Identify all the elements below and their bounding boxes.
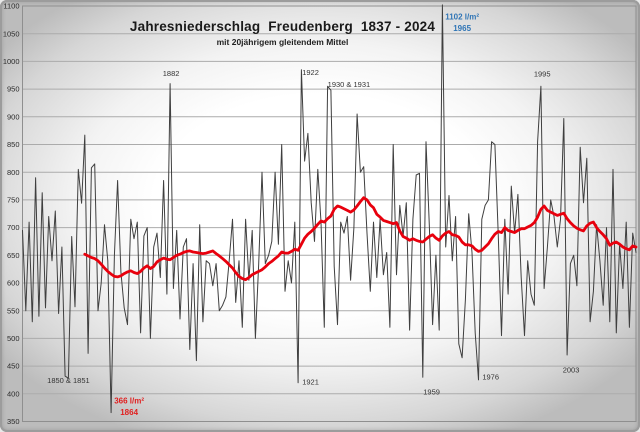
y-axis-tick-label: 850 <box>6 140 20 150</box>
annotation-label: 2003 <box>562 365 580 375</box>
y-axis-tick-label: 900 <box>6 112 20 122</box>
annotation-label: 1921 <box>302 377 319 387</box>
annotation-label: 1976 <box>482 372 500 382</box>
y-axis-tick-label: 400 <box>6 389 20 399</box>
annotation-label: 366 l/m² 1864 <box>114 396 145 417</box>
y-axis-tick-label: 450 <box>6 361 20 371</box>
y-axis-tick-label: 600 <box>6 278 20 288</box>
annotation-label: 1930 & 1931 <box>327 80 371 90</box>
annotation-label: 1922 <box>302 67 319 77</box>
y-axis-tick-label: 750 <box>6 195 20 205</box>
annotation-label: 1959 <box>423 387 440 397</box>
annotation-label: 1995 <box>533 69 551 79</box>
annotation-label: 1882 <box>162 69 180 79</box>
y-axis-tick-label: 950 <box>6 84 20 94</box>
y-axis-tick-label: 800 <box>6 167 20 177</box>
y-axis-tick-label: 700 <box>6 223 20 233</box>
y-axis-tick-label: 1100 <box>3 1 20 11</box>
annotation-label: 1850 & 1851 <box>47 376 90 386</box>
y-axis-tick-label: 650 <box>6 250 20 260</box>
chart-subtitle: mit 20jährigem gleitendem Mittel <box>216 37 349 47</box>
y-axis-tick-label: 550 <box>6 306 20 316</box>
y-axis-tick-label: 1050 <box>2 29 20 39</box>
y-axis-tick-label: 350 <box>6 417 20 427</box>
y-axis-tick-label: 500 <box>6 334 20 343</box>
y-axis-tick-label: 1000 <box>2 57 20 66</box>
annotation-label: 1102 l/m² 1965 <box>445 12 480 33</box>
annual-precipitation-line <box>23 5 637 413</box>
plot-border <box>23 6 637 422</box>
chart-title: Jahresniederschlag Freudenberg 1837 - 2024 <box>129 19 436 34</box>
